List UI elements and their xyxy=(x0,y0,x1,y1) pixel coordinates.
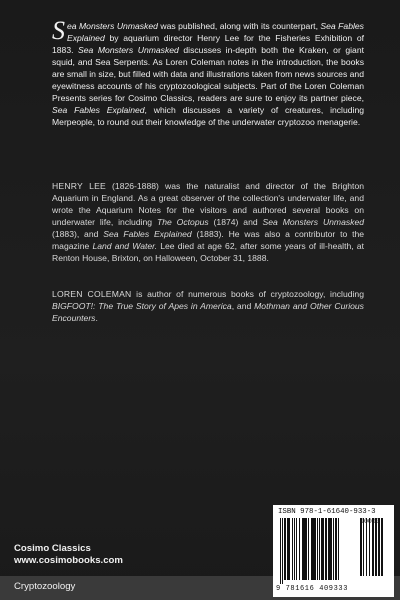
blurb-title-4: Sea Fables Explained xyxy=(52,105,145,115)
barcode-bar xyxy=(294,518,295,580)
barcode-bar xyxy=(296,518,297,580)
publisher-block xyxy=(14,543,123,567)
barcode-bar xyxy=(333,518,334,580)
barcode-bar xyxy=(282,518,283,584)
author-bio-henry-lee xyxy=(52,180,364,264)
author-bio-loren-coleman xyxy=(52,288,364,324)
barcode-bar xyxy=(289,518,290,580)
blurb-text: , which discusses a variety of creatures, including Merpeople, to round out their knowledge of the underwater cryptozoo menagerie. xyxy=(52,105,364,127)
book-title: Sea Fables Explained xyxy=(103,229,192,239)
barcode-bar xyxy=(315,518,316,580)
blurb-title-2: Sea Fables Explained xyxy=(67,21,364,43)
author-name: HENRY LEE xyxy=(52,181,106,191)
book-title: The Octopus xyxy=(156,217,209,227)
magazine-title: Land and Water. xyxy=(92,241,158,251)
barcode-bar xyxy=(330,518,332,580)
barcode-bar xyxy=(378,518,380,576)
barcode-bar xyxy=(306,518,307,580)
barcode-bar xyxy=(311,518,313,580)
barcode-bar xyxy=(287,518,289,580)
bio-text: (1883), and xyxy=(52,229,104,239)
barcode-bar xyxy=(304,518,306,580)
barcode-bar xyxy=(292,518,293,580)
bio-text: (1883). He was also a contributor to the magazine xyxy=(52,229,365,251)
book-title: Mothman and Other Curious Encounters xyxy=(52,301,364,323)
book-title: BIGFOOT!: The True Story of Apes in America xyxy=(52,301,232,311)
barcode-bar xyxy=(328,518,330,580)
author-name: LOREN COLEMAN xyxy=(52,289,132,299)
blurb-title-3: Sea Monsters Unmasked xyxy=(78,45,179,55)
barcode-bar xyxy=(321,518,323,580)
barcode-bars xyxy=(280,518,388,584)
barcode-bar xyxy=(335,518,337,580)
barcode-bar xyxy=(375,518,377,576)
book-title: Sea Monsters Unmasked xyxy=(262,217,365,227)
bio-text: Lee died at age 62, after some years of ill-health, at Renton House, Brixton, on Halloween, October 31, 1888. xyxy=(52,241,364,263)
barcode-bar xyxy=(381,518,383,576)
barcode-bar xyxy=(323,518,324,580)
barcode-bar xyxy=(338,518,339,580)
bio-text: is author of numerous books of cryptozoology, including xyxy=(131,289,364,299)
barcode-bar xyxy=(308,518,309,580)
bio-text: (1826-1888) was the naturalist and director of the Brighton Aquarium in England. As a great observer of the collection's underwater life, and wrote the Aquarium Notes for the visitors and authored several books on underwater life, including xyxy=(52,181,365,227)
blurb-paragraph xyxy=(52,16,364,128)
barcode-bar xyxy=(366,518,367,576)
blurb-text: was published, along with its counterpart, xyxy=(157,21,321,31)
blurb-title-1: ea Monsters Unmasked xyxy=(67,21,158,31)
isbn-label: ISBN 978-1-61640-933-3 xyxy=(278,508,376,516)
barcode-bar xyxy=(313,518,315,580)
barcode-bar xyxy=(369,518,370,576)
barcode-bar xyxy=(319,518,320,580)
barcode-bar xyxy=(280,518,281,584)
blurb-text: by aquarium director Henry Lee for the Fisheries Exhibition of 1883. xyxy=(52,33,364,55)
barcode-bar xyxy=(325,518,327,580)
category-label: Cryptozoology xyxy=(14,581,76,592)
barcode-number: 9 781616 409333 xyxy=(276,585,349,593)
bio-text: . xyxy=(95,313,98,323)
bio-text: (1874) and xyxy=(208,217,263,227)
drop-cap: S xyxy=(52,16,65,45)
blurb-text: discusses in-depth both the Kraken, or giant squid, and Sea Serpents. As Loren Coleman notes in the introduction, the books are small in size, but filled with data and illustrations taken from news sources and eyewitness accounts of his cryptozoological subjects. Part of the Loren Coleman Presents series for Cosimo Classics, readers are sure to enjoy its partner piece, xyxy=(52,45,364,103)
bio-text: , and xyxy=(231,301,255,311)
barcode-bar xyxy=(284,518,286,580)
barcode-bar xyxy=(372,518,374,576)
publisher-name: Cosimo Classics xyxy=(14,543,91,554)
barcode-bar xyxy=(302,518,304,580)
barcode-bar xyxy=(363,518,364,576)
publisher-url[interactable]: www.cosimobooks.com xyxy=(14,555,123,566)
barcode-addon: 90000 xyxy=(360,518,380,525)
barcode-bar xyxy=(360,518,362,576)
barcode-bar xyxy=(317,518,318,580)
barcode-bar xyxy=(299,518,300,580)
